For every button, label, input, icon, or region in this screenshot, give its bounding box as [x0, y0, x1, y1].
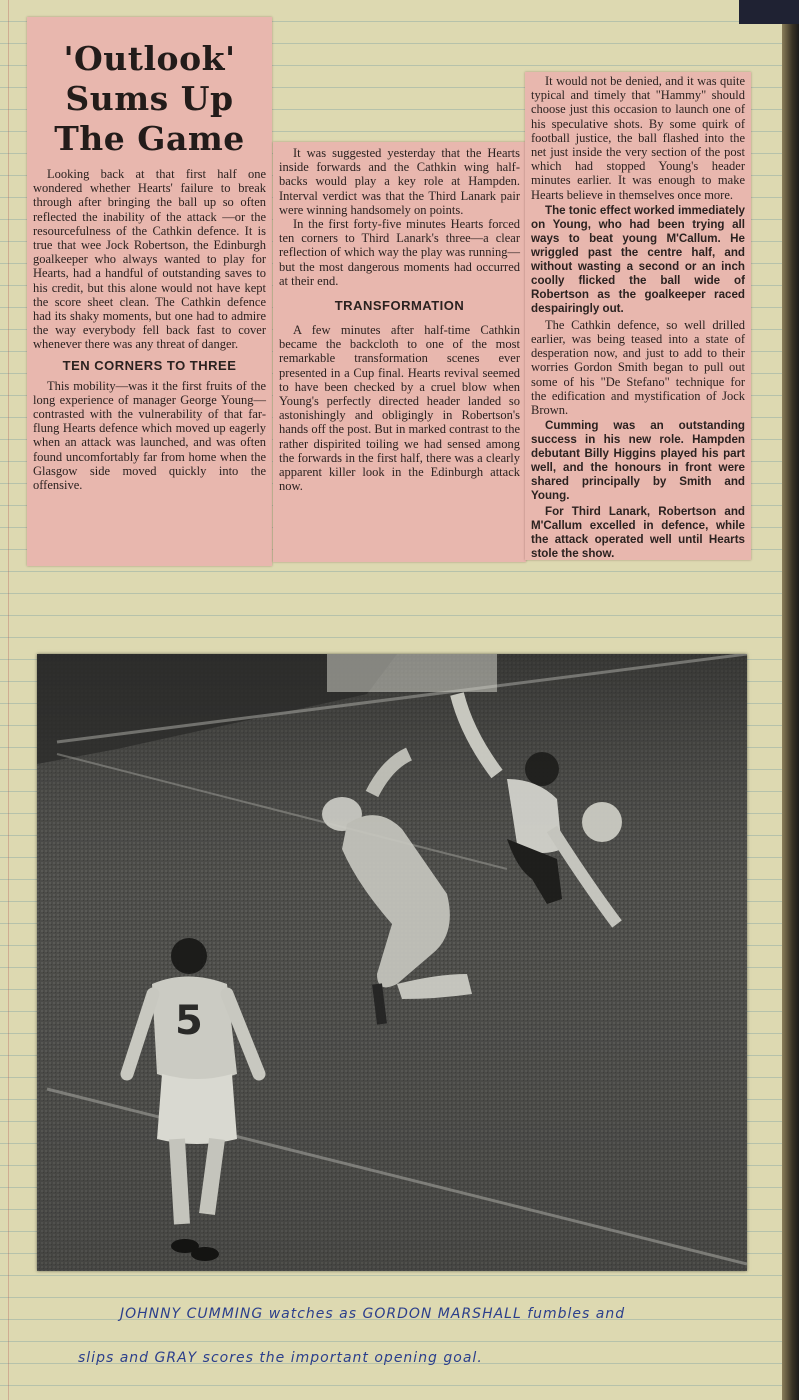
upper-figure: [327, 654, 497, 692]
headline-line: Sums Up: [65, 79, 234, 118]
shirt-number: 5: [175, 998, 203, 1044]
article-paragraph: For Third Lanark, Robertson and M'Callum excelled in defence, while the attack operated well until Hearts stole the show.: [531, 505, 745, 560]
article-paragraph: This mobility—was it the first fruits of the long experience of manager George Young—contrasted with the vulnerability of that far-flung Hearts defence which moved up eagerly when an attack was launched, and was often found uncomfortably far from home when the Glasgow side moved quickly into the offensive.: [33, 378, 266, 493]
article-paragraph: The tonic effect worked immediately on Young, who had been trying all ways to beat young M'Callum. He wriggled past the centre half, and without wasting a second or an inch coolly flicked the ball wide of Robertson as the goalkeeper raced despairingly out.: [531, 203, 745, 315]
match-photograph: [37, 654, 747, 1271]
newspaper-clipping-right: [525, 72, 751, 560]
handwritten-caption-line: JOHNNY CUMMING watches as GORDON MARSHALL fumbles and: [120, 1306, 626, 1322]
article-paragraph: A few minutes after half-time Cathkin became the backcloth to one of the most remarkable transformation scenes ever presented in a Cup final. Hearts revival seemed to have been checked by a cruel blow when Young's perfectly directed header landed so astonishingly and obligingly in Robertson's hands off the post. But in marked contrast to the rather dispirited toiling we had sensed among the forwards in the first half, there was a clearly apparent killer look in the Edinburgh attack now.: [279, 323, 520, 494]
margin-line: [8, 0, 9, 1400]
book-cover-edge: [739, 0, 799, 24]
headline: [27, 17, 272, 167]
article-paragraph: Looking back at that first half one wondered whether Hearts' failure to break through after bringing the ball up so often reflected the inability of the attack —or the resourcefulness of the Cathkin defence. It is true that wee Jock Robertson, the Edinburgh goalkeeper who always wanted to play for Hearts, had a handful of outstanding saves to his credit, but this alone would not have kept the score sheet clean. The Cathkin defence had its shaky moments, but one had to admire the way everybody fell back fast to cover whenever there was any threat of danger.: [33, 167, 266, 352]
article-paragraph: The Cathkin defence, so well drilled earlier, was being teased into a state of desperation now, and just to add to their worries Gordon Smith began to pull out some of his "De Stefano" technique for the edification and mystification of Jock Brown.: [531, 317, 745, 418]
headline-line: The Game: [54, 119, 245, 158]
article-paragraph: In the first forty-five minutes Hearts forced ten corners to Third Lanark's three—a clear reflection of which way the play was running—but the most dangerous moments had occurred at their end.: [279, 217, 520, 288]
handwritten-caption-line: slips and GRAY scores the important opening goal.: [78, 1350, 483, 1366]
headline-line: 'Outlook': [63, 39, 236, 78]
article-subhead: TRANSFORMATION: [334, 298, 465, 314]
article-paragraph: It was suggested yesterday that the Hearts inside forwards and the Cathkin wing half-backs would play a key role at Hampden. Interval verdict was that the Third Lanark pair were winning handsomely on points.: [279, 146, 520, 217]
photo-scene: [37, 654, 747, 1271]
article-subhead: TEN CORNERS TO THREE: [62, 357, 237, 373]
book-spine: [782, 0, 799, 1400]
article-paragraph: It would not be denied, and it was quite typical and timely that "Hammy" should choose just this occasion to launch one of his speculative shots. By some quirk of football justice, the ball flashed into the net just inside the very section of the post which had stopped Young's header minutes earlier. It was enough to make Hearts believe in themselves once more.: [531, 74, 745, 202]
article-paragraph: Cumming was an outstanding success in his new role. Hampden debutant Billy Higgins played his part well, and the honours in front were shared principally by Smith and Young.: [531, 419, 745, 503]
newspaper-clipping-left: [27, 17, 272, 566]
newspaper-clipping-middle: [273, 142, 526, 562]
